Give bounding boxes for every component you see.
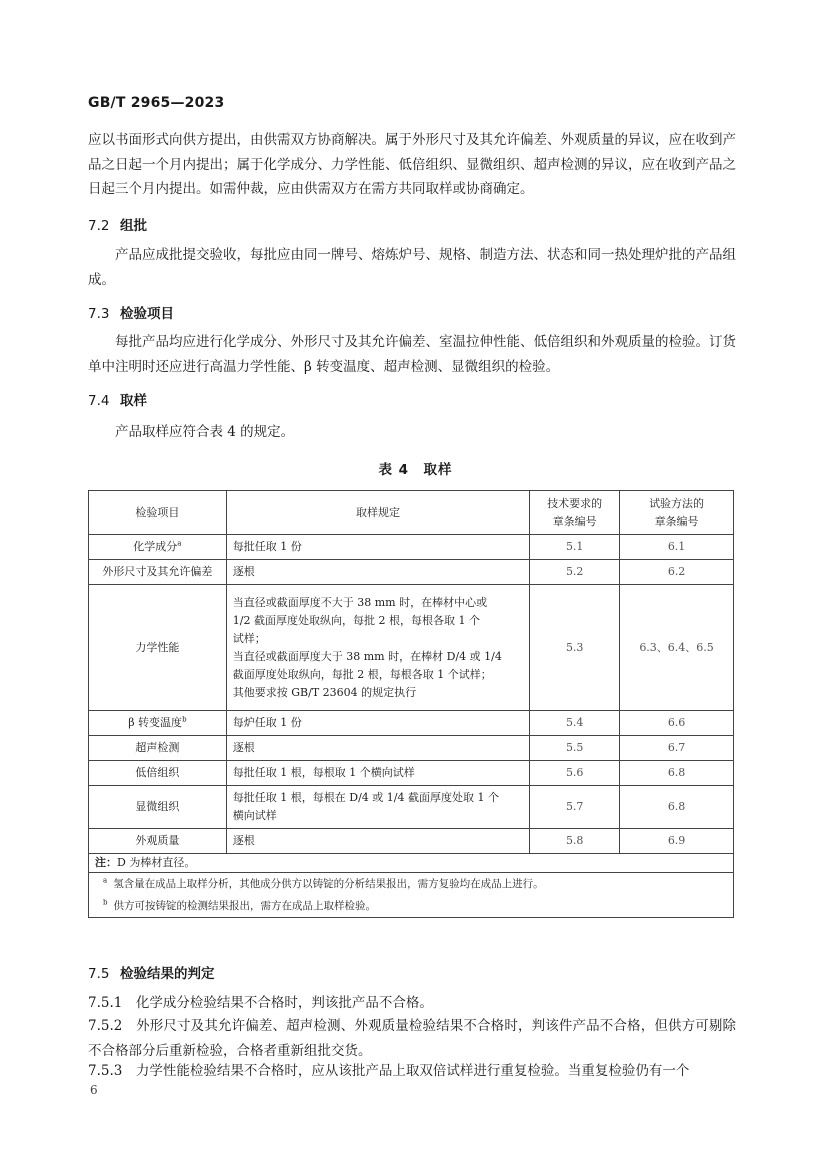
section-number: 7.2: [88, 218, 110, 234]
rule-line: 其他要求按 GB/T 23604 的规定执行: [232, 685, 417, 699]
cell-req: 5.1: [530, 535, 620, 560]
clause-text: 化学成分检验结果不合格时，判该批产品不合格。: [135, 995, 433, 1011]
item-label: 显微组织: [135, 800, 180, 813]
cell-req: 5.7: [530, 786, 620, 829]
rule-line: 1/2 截面厚度处取纵向，每批 2 根，每根各取 1 个: [232, 613, 480, 627]
section-title: 检验结果的判定: [120, 966, 215, 982]
cell-method: 6.6: [620, 711, 734, 736]
cell-item: [89, 761, 227, 786]
header-method-line2: 章条编号: [654, 514, 699, 528]
cell-method: 6.3、6.4、6.5: [620, 585, 734, 711]
section-7-5-heading: [88, 962, 215, 982]
rule-line: 逐根: [232, 741, 255, 754]
cell-method: 6.8: [620, 761, 734, 786]
item-label: 超声检测: [135, 741, 180, 754]
section-7-3-heading: [88, 302, 174, 322]
standard-code: GB/T 2965—2023: [88, 95, 225, 111]
cell-rule: [226, 829, 529, 854]
table-row: [89, 585, 734, 711]
table-footnotes: [89, 873, 734, 918]
section-title: 组批: [120, 218, 147, 234]
section-number: 7.4: [88, 393, 110, 409]
cell-item: [89, 535, 227, 560]
rule-line: 横向试样: [232, 809, 277, 822]
table-note-row: [89, 854, 734, 873]
cell-item: [89, 829, 227, 854]
cell-item: [89, 585, 227, 711]
section-7-2-heading: [88, 214, 147, 234]
item-label: 化学成分: [133, 540, 178, 553]
cell-rule: [226, 761, 529, 786]
cell-req: 5.3: [530, 585, 620, 711]
clause-text: 外形尺寸及其允许偏差、超声检测、外观质量检验结果不合格时，判该件产品不合格，但供方可剔除不合格部分后重新检验，合格者重新组批交货。: [88, 1018, 737, 1059]
cell-method: 6.8: [620, 786, 734, 829]
rule-line: 每批任取 1 份: [232, 540, 302, 553]
cell-rule: [226, 786, 529, 829]
note-label: 注：: [95, 856, 117, 869]
table-footnotes-row: [89, 873, 734, 918]
header-rule: 取样规定: [226, 491, 529, 535]
cell-rule: [226, 736, 529, 761]
cell-rule: [226, 535, 529, 560]
note-text: D 为棒材直径。: [117, 856, 196, 869]
page-number: 6: [90, 1083, 98, 1097]
section-title: 取样: [120, 393, 147, 409]
intro-paragraph: 应以书面形式向供方提出，由供需双方协商解决。属于外形尺寸及其允许偏差、外观质量的异议，应在收到产品之日起一个月内提出；属于化学成分、力学性能、低倍组织、显微组织、超声检测的异议，应在收到产品之日起三个月内提出。如需仲裁，应由供需双方在需方共同取样或协商确定。: [88, 132, 736, 197]
rule-line: 逐根: [232, 834, 255, 847]
rule-line: 每批任取 1 根，每根在 D/4 或 1/4 截面厚度处取 1 个: [232, 791, 499, 804]
table-header-row: [89, 491, 734, 535]
footnote: [95, 895, 727, 917]
table-row: [89, 711, 734, 736]
table-row: [89, 736, 734, 761]
rule-line: 试样；: [232, 631, 266, 645]
cell-item: [89, 560, 227, 585]
cell-item: [89, 711, 227, 736]
table-note: [89, 854, 734, 873]
table-row: [89, 829, 734, 854]
table-caption: 表 4 取样: [378, 462, 453, 478]
sampling-table: [88, 490, 734, 918]
header-method: [620, 491, 734, 535]
header-req: [530, 491, 620, 535]
footnote: [95, 873, 727, 895]
rule-line: 每批任取 1 根，每根取 1 个横向试样: [232, 766, 415, 779]
section-number: 7.3: [88, 306, 110, 322]
footnote-marker: a: [177, 539, 182, 548]
cell-item: [89, 786, 227, 829]
table-row: [89, 786, 734, 829]
header-req-line1: 技术要求的: [547, 496, 603, 510]
rule-line: 逐根: [232, 565, 255, 578]
rule-line: 截面厚度处取纵向，每批 2 根，每根各取 1 个试样；: [232, 667, 492, 681]
footnote-mark: a: [103, 876, 108, 885]
cell-rule: [226, 560, 529, 585]
rule-line: 当直径或截面厚度大于 38 mm 时，在棒材 D/4 或 1/4: [232, 649, 502, 663]
section-7-5-1: [88, 991, 736, 1016]
footnote-marker: b: [182, 715, 187, 724]
footnote-text: 供方可按铸锭的检测结果报出，需方在成品上取样检验。: [113, 900, 376, 912]
rule-line: 每炉任取 1 份: [232, 716, 302, 729]
cell-req: 5.6: [530, 761, 620, 786]
cell-rule: [226, 585, 529, 711]
cell-method: 6.2: [620, 560, 734, 585]
footnote-mark: b: [103, 898, 108, 907]
rule-line: 当直径或截面厚度不大于 38 mm 时，在棒材中心或: [232, 595, 488, 609]
header-req-line2: 章条编号: [552, 514, 597, 528]
item-label: 低倍组织: [135, 766, 180, 779]
cell-method: 6.7: [620, 736, 734, 761]
table-row: [89, 560, 734, 585]
footnote-text: 氢含量在成品上取样分析，其他成分供方以铸锭的分析结果报出，需方复验均在成品上进行。: [113, 878, 544, 890]
table-row: [89, 535, 734, 560]
cell-req: 5.2: [530, 560, 620, 585]
cell-req: 5.4: [530, 711, 620, 736]
section-7-3-text: 每批产品均应进行化学成分、外形尺寸及其允许偏差、室温拉伸性能、低倍组织和外观质量的检验。订货单中注明时还应进行高温力学性能、β 转变温度、超声检测、显微组织的检验。: [88, 334, 736, 375]
section-7-2-text: 产品应成批提交验收，每批应由同一牌号、熔炼炉号、规格、制造方法、状态和同一热处理炉批的产品组成。: [88, 247, 736, 288]
table-row: [89, 761, 734, 786]
clause-number: 7.5.1: [88, 995, 123, 1011]
clause-text: 力学性能检验结果不合格时，应从该批产品上取双倍试样进行重复检验。当重复检验仍有一个: [135, 1063, 690, 1079]
section-title: 检验项目: [120, 306, 174, 322]
cell-method: 6.9: [620, 829, 734, 854]
clause-number: 7.5.2: [88, 1018, 123, 1034]
item-label: 力学性能: [135, 640, 180, 654]
header-method-line1: 试验方法的: [649, 496, 705, 510]
clause-number: 7.5.3: [88, 1063, 123, 1079]
header-item: 检验项目: [89, 491, 227, 535]
item-label: 外观质量: [135, 834, 180, 847]
cell-req: 5.5: [530, 736, 620, 761]
section-7-4-heading: [88, 389, 147, 409]
section-number: 7.5: [88, 966, 110, 982]
item-label: β 转变温度: [128, 716, 183, 729]
cell-item: [89, 736, 227, 761]
section-7-5-3: [88, 1059, 736, 1084]
section-7-4-text: 产品取样应符合表 4 的规定。: [115, 424, 295, 440]
section-7-5-2: [88, 1014, 736, 1063]
cell-req: 5.8: [530, 829, 620, 854]
item-label: 外形尺寸及其允许偏差: [102, 565, 213, 578]
cell-rule: [226, 711, 529, 736]
cell-method: 6.1: [620, 535, 734, 560]
